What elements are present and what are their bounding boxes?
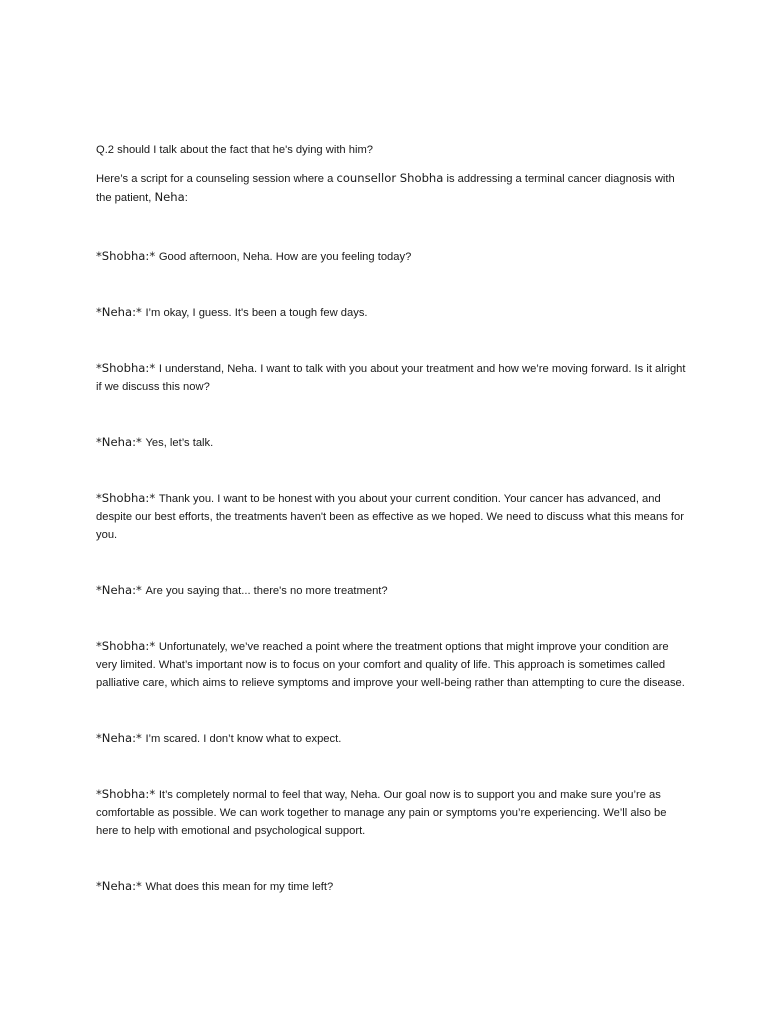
dialogue-line (96, 433, 686, 452)
dialogue-text: Yes, let’s talk. (145, 437, 214, 449)
dialogue-line (96, 247, 686, 266)
speaker-name: Neha (101, 879, 133, 893)
intro-text-1: Here’s a script for a counseling session where a (96, 173, 337, 185)
dialogue-line (96, 359, 686, 396)
dialogue-line (96, 729, 686, 748)
dialogue-text: Thank you. I want to be honest with you about your current condition. Your cancer has advanced, and despite our best efforts, the treatments haven't been as effective as we hoped. We need to discuss what this means for you. (96, 493, 684, 541)
speaker-marker-close: :* (132, 435, 146, 449)
speaker-name: Neha (101, 731, 133, 745)
document-page (96, 141, 686, 933)
speaker-name: Shobha (101, 639, 146, 653)
speaker-marker-close: :* (132, 305, 146, 319)
dialogue-text: Unfortunately, we’ve reached a point where the treatment options that might improve your condition are very limited. What’s important now is to focus on your comfort and quality of life. This approach is sometimes called palliative care, which aims to relieve symptoms and improve your well-being rather than attempting to cure the disease. (96, 641, 685, 689)
speaker-marker-open: * (96, 361, 102, 375)
counsellor-label: counsellor Shobha (336, 171, 444, 185)
question-heading: Q.2 should I talk about the fact that he's dying with him? (96, 144, 374, 156)
dialogue-text: It’s completely normal to feel that way, Neha. Our goal now is to support you and make sure you’re as comfortable as possible. We can work together to manage any pain or symptoms you’re experiencing. We’ll also be here to help with emotional and psychological support. (96, 789, 667, 837)
speaker-name: Neha (101, 305, 133, 319)
speaker-marker-open: * (96, 305, 102, 319)
speaker-name: Shobha (101, 361, 146, 375)
speaker-name: Shobha (101, 491, 146, 505)
speaker-name: Shobha (101, 249, 146, 263)
speaker-marker-close: :* (145, 787, 159, 801)
patient-label: Neha (154, 190, 185, 204)
speaker-name: Neha (101, 435, 133, 449)
dialogue-text: Are you saying that... there's no more treatment? (145, 585, 388, 597)
speaker-marker-open: * (96, 879, 102, 893)
dialogue-line (96, 581, 686, 600)
dialogue-text: What does this mean for my time left? (145, 881, 334, 893)
speaker-marker-open: * (96, 787, 102, 801)
dialogue-text: I’m scared. I don’t know what to expect. (145, 733, 342, 745)
speaker-marker-close: :* (145, 249, 159, 263)
dialogue-line (96, 303, 686, 322)
speaker-marker-close: :* (145, 639, 159, 653)
speaker-marker-close: :* (132, 731, 146, 745)
intro-paragraph (96, 169, 686, 207)
speaker-marker-close: :* (145, 491, 159, 505)
dialogue-text: I’m okay, I guess. It's been a tough few days. (145, 307, 368, 319)
dialogue-line (96, 785, 686, 840)
speaker-marker-open: * (96, 639, 102, 653)
intro-text-2: is addressing a terminal cancer diagnosis with the patient, (96, 173, 675, 204)
speaker-marker-open: * (96, 491, 102, 505)
speaker-marker-open: * (96, 583, 102, 597)
speaker-marker-close: :* (145, 361, 159, 375)
speaker-marker-open: * (96, 731, 102, 745)
speaker-marker-open: * (96, 435, 102, 449)
speaker-name: Neha (101, 583, 133, 597)
dialogue-line (96, 637, 686, 692)
dialogue-line (96, 877, 686, 896)
speaker-marker-close: :* (132, 583, 146, 597)
dialogue-text: I understand, Neha. I want to talk with you about your treatment and how we’re moving forward. Is it alright if we discuss this now? (96, 363, 686, 393)
speaker-marker-open: * (96, 249, 102, 263)
intro-text-3: : (184, 192, 188, 204)
speaker-marker-close: :* (132, 879, 146, 893)
speaker-name: Shobha (101, 787, 146, 801)
dialogue-text: Good afternoon, Neha. How are you feeling today? (158, 251, 412, 263)
dialogue-line (96, 489, 686, 544)
